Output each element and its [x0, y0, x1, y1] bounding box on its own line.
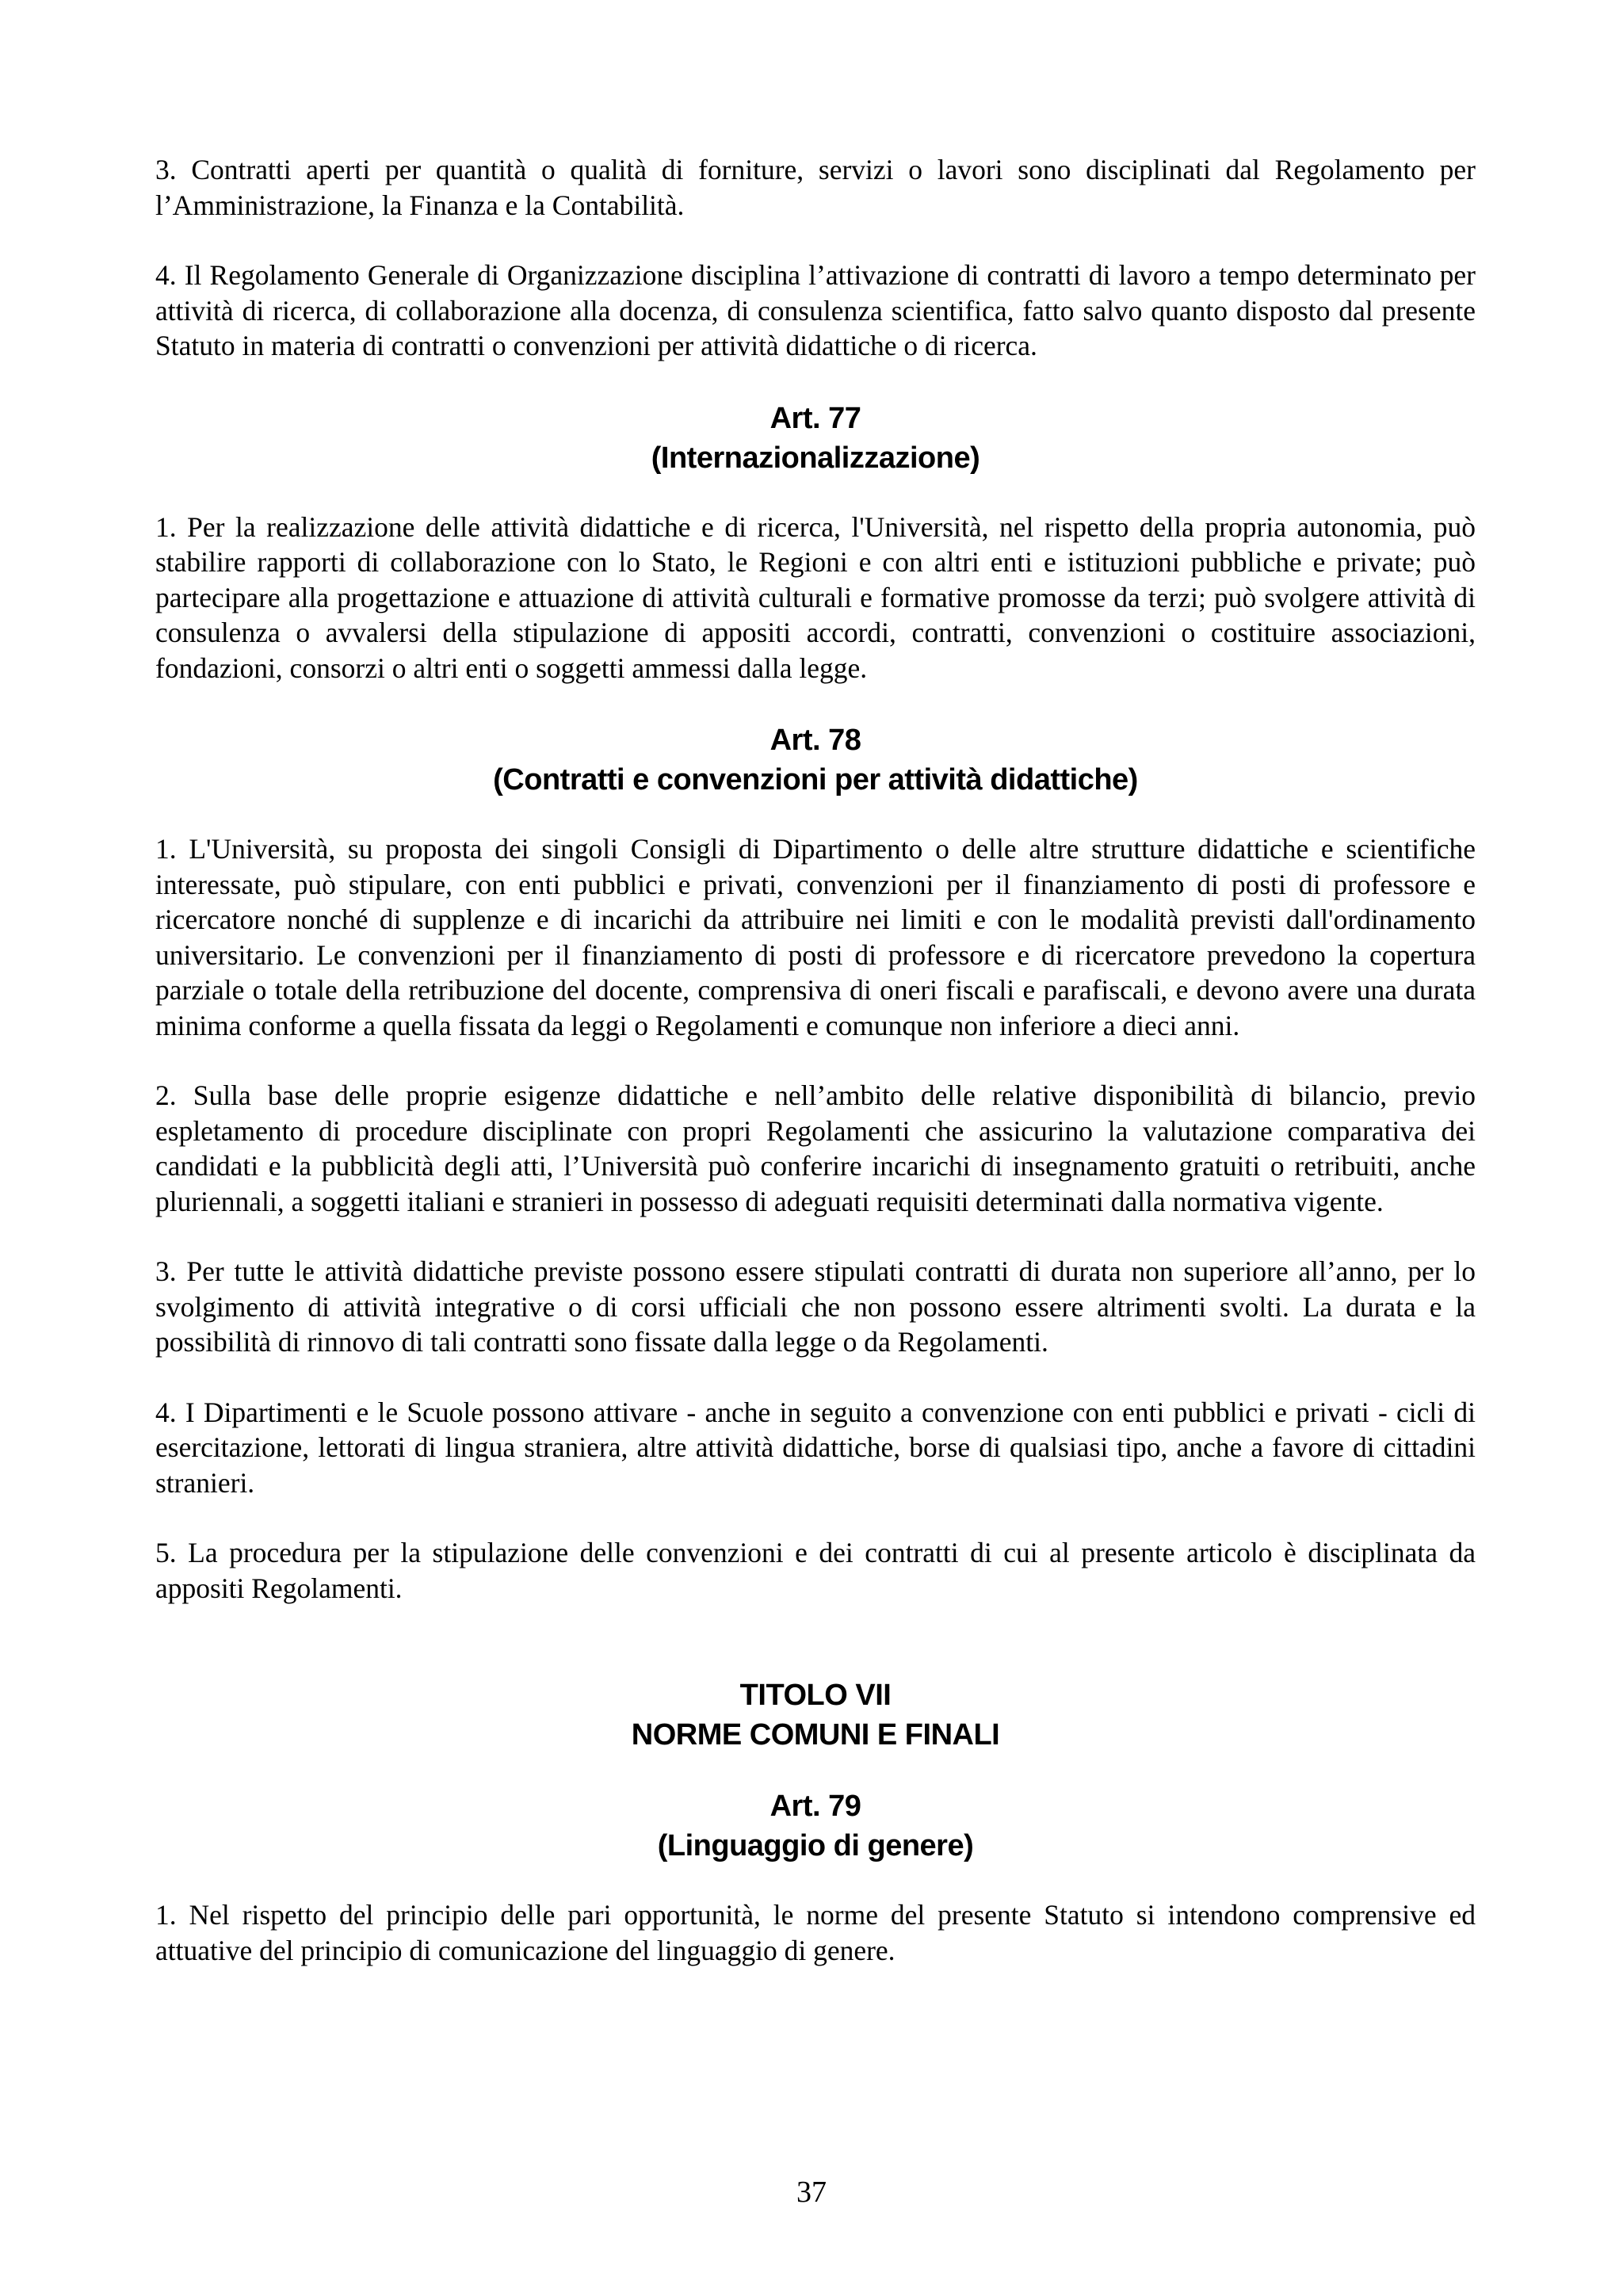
- article-title: (Contratti e convenzioni per attività didattiche): [493, 763, 1138, 797]
- page-content: [155, 152, 1476, 2003]
- article-number: Art. 77: [769, 401, 861, 435]
- article-78-heading: [155, 720, 1476, 800]
- article-77-paragraph-1: 1. Per la realizzazione delle attività didattiche e di ricerca, l'Università, nel rispetto della propria autonomia, può stabilire rapporti di collaborazione con lo Stato, le Regioni e con altri enti e istituzioni pubbliche e private; può partecipare alla progettazione e attuazione di attività culturali e formative promosse da terzi; può svolgere attività di consulenza o avvalersi della stipulazione di appositi accordi, contratti, convenzioni o costituire associazioni, fondazioni, consorzi o altri enti o soggetti ammessi dalla legge.: [155, 510, 1476, 684]
- article-title: (Internazionalizzazione): [651, 441, 980, 475]
- article-78-paragraph-5: 5. La procedura per la stipulazione delle convenzioni e dei contratti di cui al presente articolo è disciplinata da appositi Regolamenti.: [155, 1537, 1476, 1604]
- article-78-paragraph-4: 4. I Dipartimenti e le Scuole possono attivare - anche in seguito a convenzione con enti pubblici e privati - cicli di esercitazione, lettorati di lingua straniera, altre attività didattiche, borse di qualsiasi tipo, anche a favore di cittadini stranieri.: [155, 1396, 1476, 1499]
- titolo-heading: [155, 1675, 1476, 1755]
- article-number: Art. 79: [769, 1790, 861, 1823]
- article-number: Art. 78: [769, 724, 861, 757]
- article-78-paragraph-3: 3. Per tutte le attività didattiche previste possono essere stipulati contratti di durata non superiore all’anno, per lo svolgimento di attività integrative o di corsi ufficiali che non possono essere altrimenti svolti. La durata e la possibilità di rinnovo di tali contratti sono fissate dalla legge o da Regolamenti.: [155, 1255, 1476, 1358]
- article-79-heading: [155, 1786, 1476, 1866]
- page-number: 37: [796, 2176, 827, 2209]
- article-79-paragraph-1: 1. Nel rispetto del principio delle pari opportunità, le norme del presente Statuto si intendono comprensive ed attuative del principio di comunicazione del linguaggio di genere.: [155, 1899, 1476, 1966]
- paragraph-4-regolamento-generale: 4. Il Regolamento Generale di Organizzazione disciplina l’attivazione di contratti di lavoro a tempo determinato per attività di ricerca, di collaborazione alla docenza, di consulenza scientifica, fatto salvo quanto disposto dal presente Statuto in materia di contratti o convenzioni per attività didattiche o di ricerca.: [155, 259, 1476, 361]
- article-77-heading: [155, 399, 1476, 478]
- article-78-paragraph-1: 1. L'Università, su proposta dei singoli Consigli di Dipartimento o delle altre strutture didattiche e scientifiche interessate, può stipulare, con enti pubblici e privati, convenzioni per il finanziamento di posti di professore e ricercatore nonché di supplenze e di incarichi da attribuire nei limiti e con le modalità previsti dall'ordinamento universitario. Le convenzioni per il finanziamento di posti di professore e di ricercatore prevedono la copertura parziale o totale della retribuzione del docente, comprensiva di oneri fiscali e parafiscali, e devono avere una durata minima conforme a quella fissata da leggi o Regolamenti e comunque non inferiore a dieci anni.: [155, 833, 1476, 1041]
- titolo-name: NORME COMUNI E FINALI: [631, 1718, 1000, 1752]
- titolo-number: TITOLO VII: [739, 1679, 892, 1712]
- article-78-paragraph-2: 2. Sulla base delle proprie esigenze didattiche e nell’ambito delle relative disponibilità di bilancio, previo espletamento di procedure disciplinate con propri Regolamenti che assicurino la valutazione comparativa dei candidati e la pubblicità degli atti, l’Università può conferire incarichi di insegnamento gratuiti o retribuiti, anche pluriennali, a soggetti italiani e stranieri in possesso di adeguati requisiti determinati dalla normativa vigente.: [155, 1079, 1476, 1217]
- article-title: (Linguaggio di genere): [657, 1829, 974, 1862]
- paragraph-3-contratti-aperti: 3. Contratti aperti per quantità o qualità di forniture, servizi o lavori sono disciplinati dal Regolamento per l’Amministrazione, la Finanza e la Contabilità.: [155, 154, 1476, 221]
